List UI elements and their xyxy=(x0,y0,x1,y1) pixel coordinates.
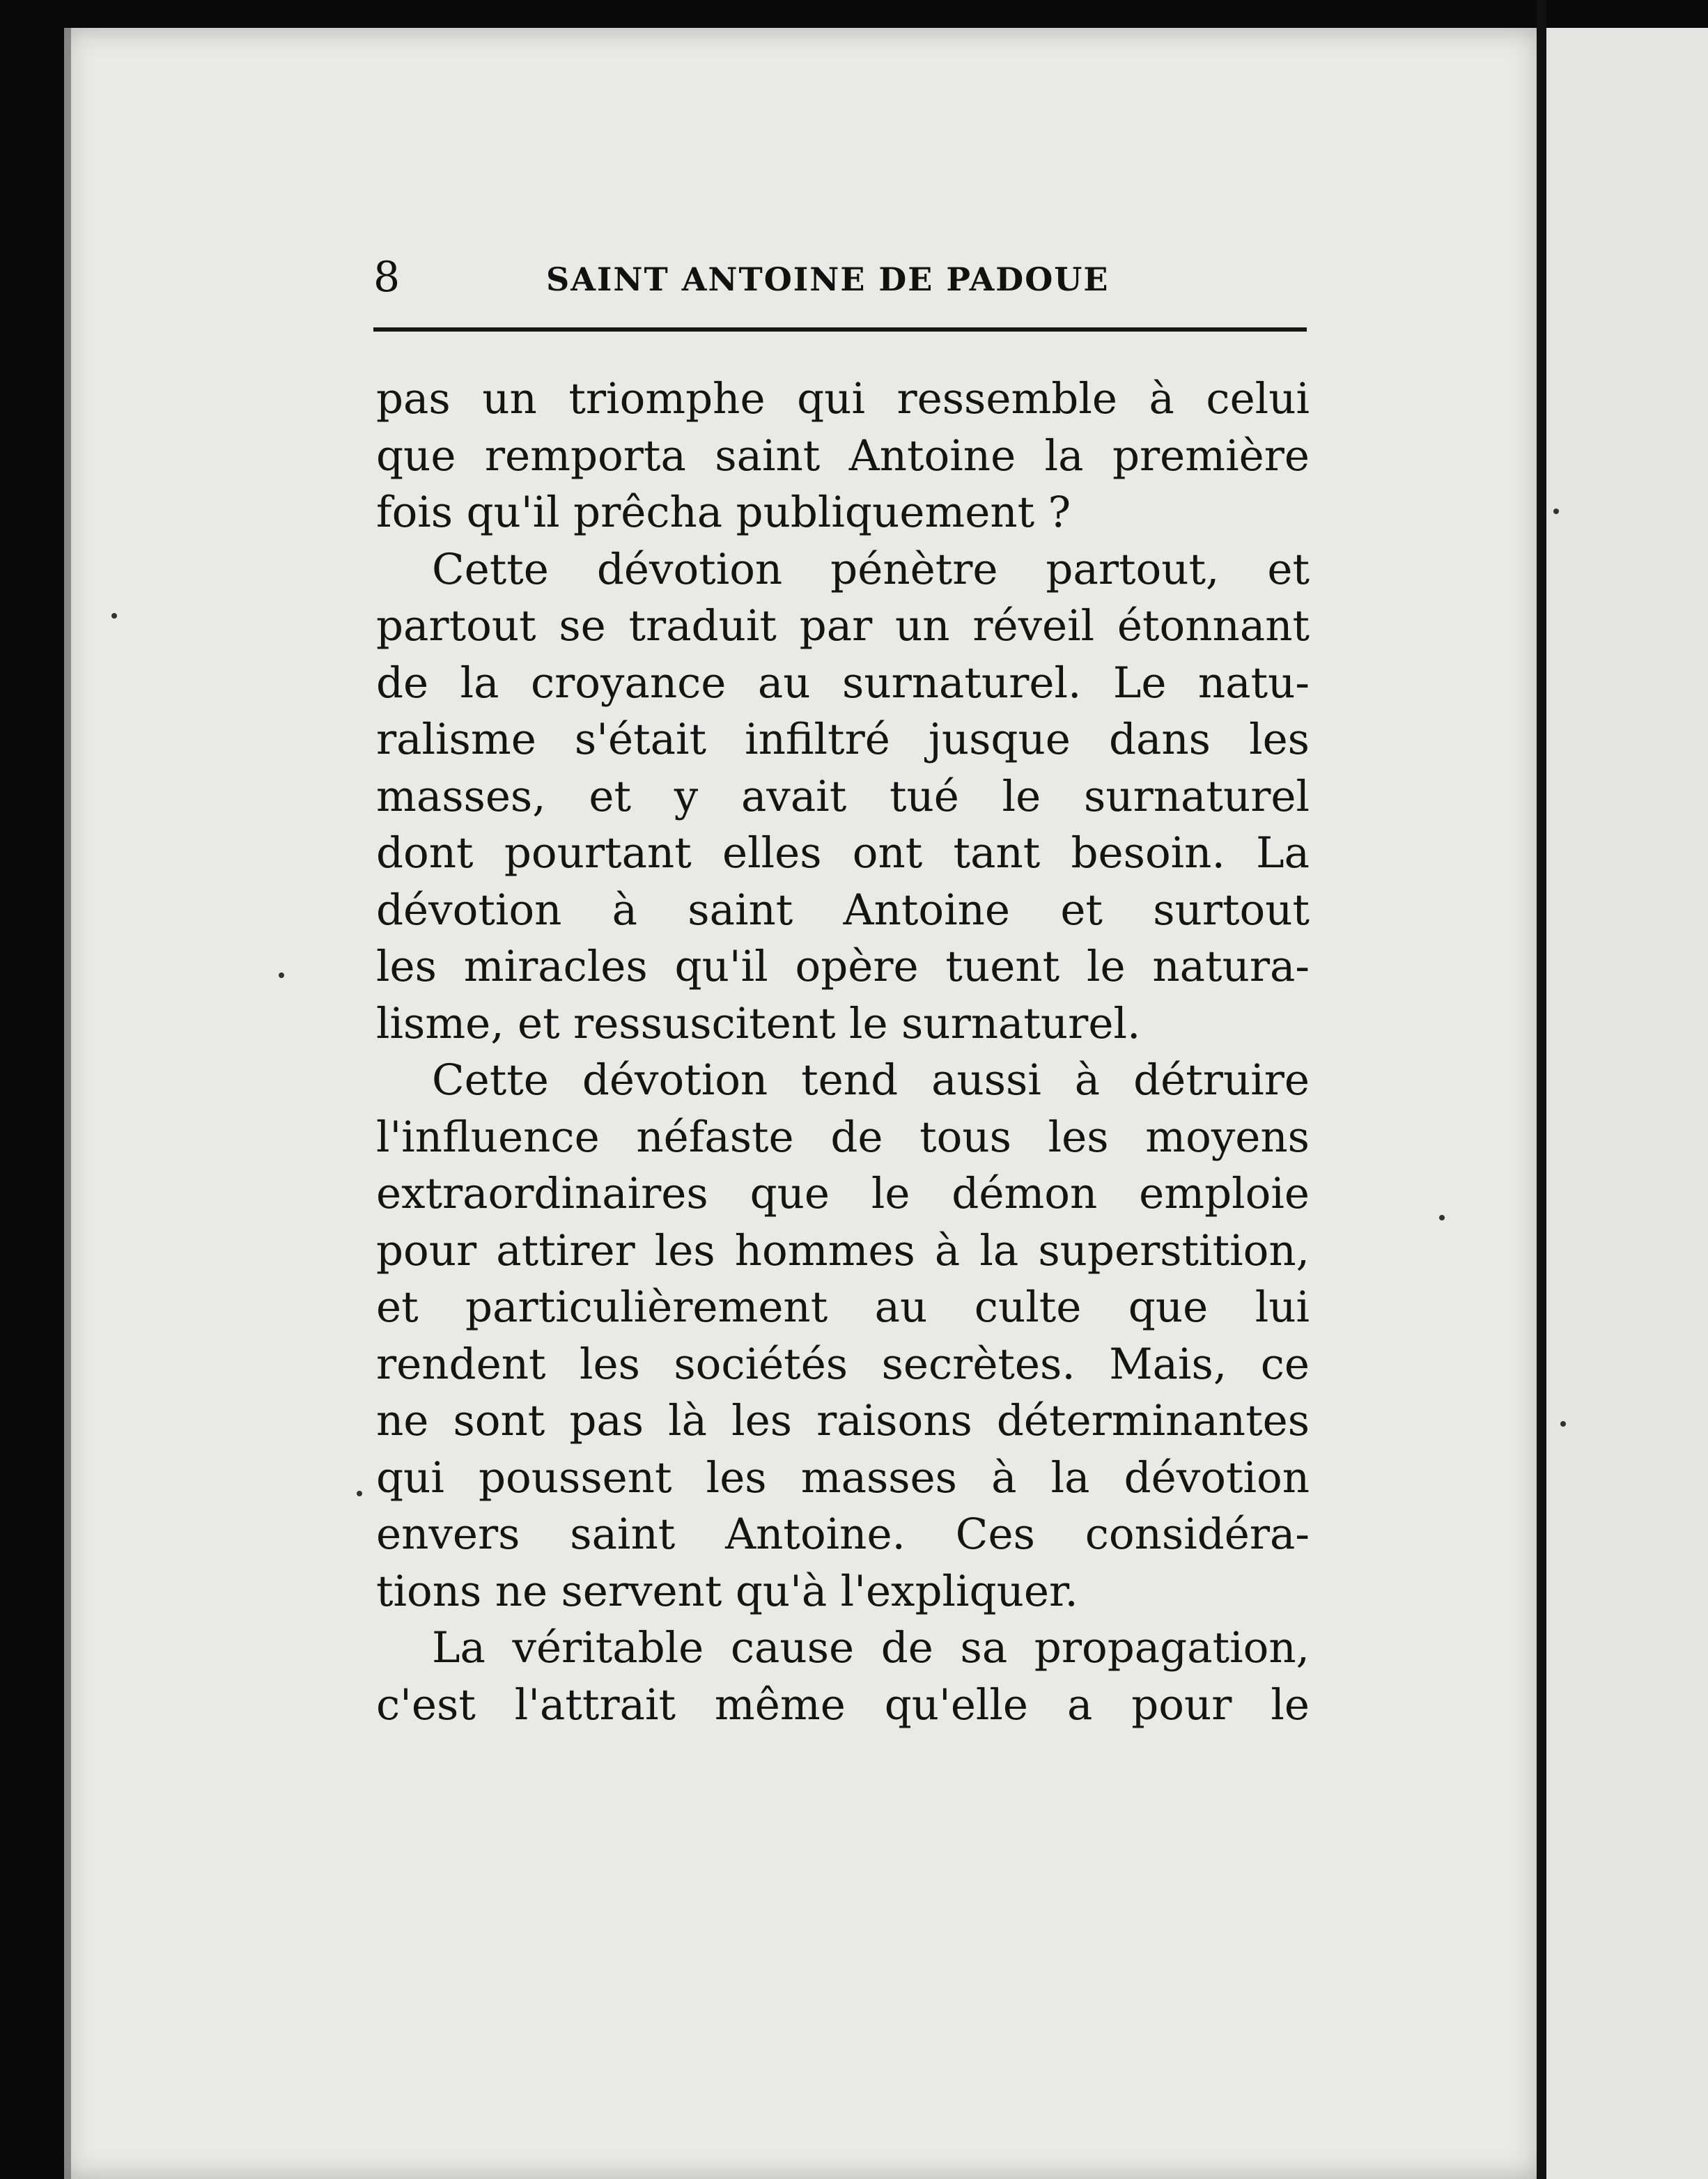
scan-speck xyxy=(1560,1421,1566,1427)
text-line: masses, et y avait tué le surnaturel xyxy=(376,771,1310,821)
text-line: rendent les sociétés secrètes. Mais, ce xyxy=(376,1339,1310,1389)
text-line: ne sont pas là les raisons déterminantes xyxy=(376,1396,1310,1445)
scan-speck xyxy=(357,1491,362,1496)
text-line: c'est l'attrait même qu'elle a pour le xyxy=(376,1680,1310,1730)
text-line: l'influence néfaste de tous les moyens xyxy=(376,1112,1310,1162)
page-gutter xyxy=(1537,0,1546,2179)
page-left-edge xyxy=(64,28,71,2179)
scan-speck xyxy=(1439,1215,1445,1220)
text-line: lisme, et ressuscitent le surnaturel. xyxy=(376,998,1141,1048)
text-line: pas un triomphe qui ressemble à celui xyxy=(376,374,1310,424)
text-line: envers saint Antoine. Ces considéra- xyxy=(376,1510,1310,1559)
body-text xyxy=(376,371,1310,1733)
text-line: et particulièrement au culte que lui xyxy=(376,1282,1310,1332)
text-line: fois qu'il prêcha publiquement ? xyxy=(376,488,1071,537)
text-line: dont pourtant elles ont tant besoin. La xyxy=(376,828,1310,878)
page-number: 8 xyxy=(373,253,401,302)
text-line: de la croyance au surnaturel. Le natu- xyxy=(376,658,1310,708)
text-line: qui poussent les masses à la dévotion xyxy=(376,1452,1310,1503)
text-line: tions ne servent qu'à l'expliquer. xyxy=(376,1566,1078,1616)
text-line: Cette dévotion tend aussi à détruire xyxy=(432,1055,1310,1105)
text-line: dévotion à saint Antoine et surtout xyxy=(376,885,1310,935)
scan-speck xyxy=(279,972,284,978)
text-line: pour attirer les hommes à la superstition, xyxy=(376,1225,1310,1275)
scan-speck xyxy=(111,613,117,619)
text-line: que remporta saint Antoine la première xyxy=(376,431,1310,481)
text-line: La véritable cause de sa propagation, xyxy=(432,1623,1310,1673)
adjacent-page-edge xyxy=(1546,28,1708,2179)
text-line: partout se traduit par un réveil étonnant xyxy=(376,601,1310,651)
page-header xyxy=(373,249,1307,305)
text-line: Cette dévotion pénètre partout, et xyxy=(432,544,1310,594)
running-title: SAINT ANTOINE DE PADOUE xyxy=(546,261,1110,298)
text-line: les miracles qu'il opère tuent le natura- xyxy=(376,942,1310,991)
scan-speck xyxy=(1553,509,1559,514)
text-line: extraordinaires que le démon emploie xyxy=(376,1169,1310,1218)
header-rule xyxy=(373,327,1307,332)
text-line: ralisme s'était infiltré jusque dans les xyxy=(376,715,1310,764)
